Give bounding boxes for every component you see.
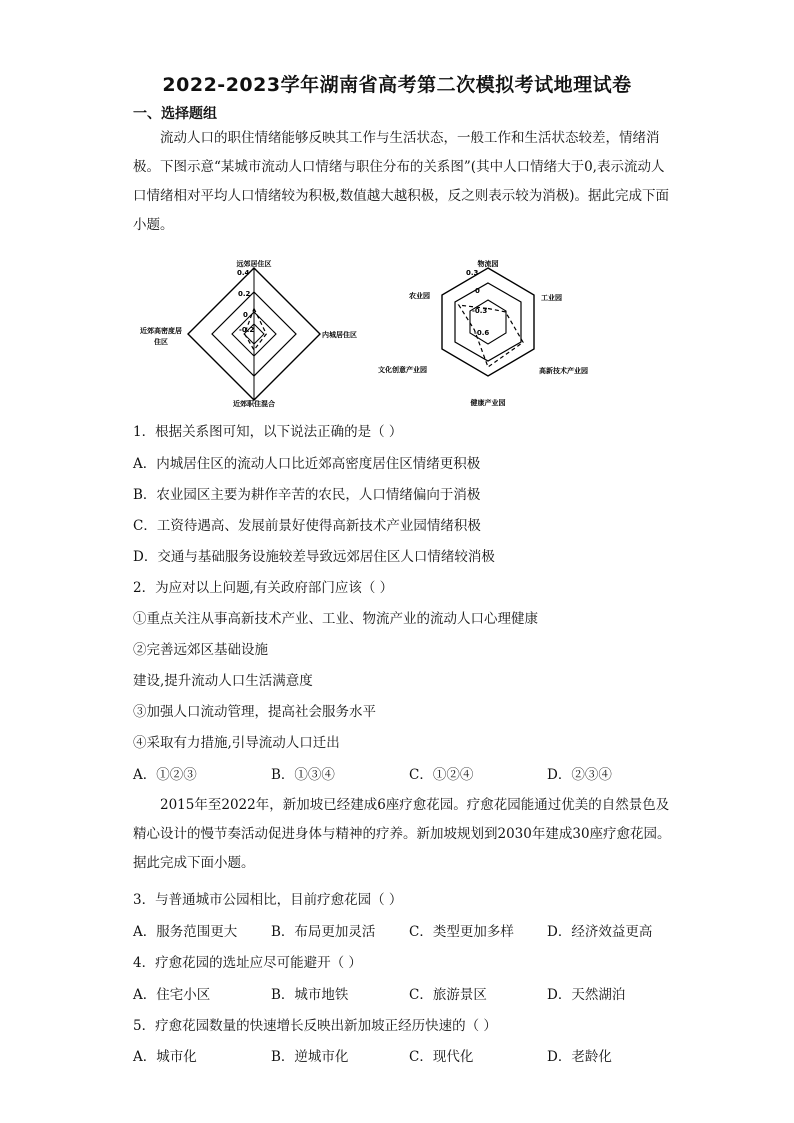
axis-label-near-suburb: 近郊高密度居住区 (140, 327, 182, 346)
q3-stem: 3．与普通城市公园相比，目前疗愈花园（ ） (133, 892, 403, 908)
q5-option-c[interactable]: C．现代化 (409, 1049, 474, 1065)
ring-label-inner: 0 (243, 311, 248, 319)
ring-label-center: -0.2 (239, 326, 255, 334)
q2-item-3: ③加强人口流动管理，提高社会服务水平 (133, 704, 376, 720)
intro-text-2: 2015年至2022年，新加坡已经建成6座疗愈花园。疗愈花园能通过优美的自然景色及精心设计的慢节奏活动促进身体与精神的疗养。新加坡规划到2030年建成30座疗愈花园。据此完成下面小题。 (133, 797, 671, 871)
q2-item-2: ②完善远郊区基础设施 (133, 642, 268, 658)
q5-option-b[interactable]: B．逆城市化 (271, 1049, 349, 1065)
axis-label-agricultural: 农业园 (409, 292, 430, 300)
axis-label-inner-city: 内城居住区 (322, 331, 357, 339)
axis-label-hightech: 高新技术产业园 (539, 367, 588, 375)
ring-label-center: -0.6 (474, 329, 490, 337)
q3-option-b[interactable]: B．布局更加灵活 (271, 924, 376, 940)
q4-option-a[interactable]: A．住宅小区 (133, 987, 211, 1003)
ring-label-mid: 0 (475, 287, 480, 295)
q2-option-b[interactable]: B．①③④ (271, 767, 335, 783)
ring-label-mid: 0.2 (238, 290, 251, 298)
axis-label-cultural: 文化创意产业园 (378, 366, 427, 374)
q3-option-d[interactable]: D．经济效益更高 (547, 924, 653, 940)
ring-label-outer: 0.3 (466, 269, 479, 277)
page-title: 2022-2023学年湖南省高考第二次模拟考试地理试卷 (162, 74, 632, 96)
radar-chart-residential (133, 254, 373, 409)
section-heading: 一、选择题组 (133, 106, 217, 122)
radar-series-line (459, 305, 523, 367)
q5-option-a[interactable]: A．城市化 (133, 1049, 197, 1065)
q1-option-a[interactable]: A．内城居住区的流动人口比近郊高密度居住区情绪更积极 (133, 456, 481, 472)
q2-stem: 2．为应对以上问题,有关政府部门应该（ ） (133, 580, 394, 596)
q4-stem: 4．疗愈花园的选址应尽可能避开（ ） (133, 955, 362, 971)
q2-item-2-cont: 建设,提升流动人口生活满意度 (133, 673, 313, 689)
q3-option-a[interactable]: A．服务范围更大 (133, 924, 238, 940)
q2-option-a[interactable]: A．①②③ (133, 767, 197, 783)
radar-chart-industrial (375, 256, 605, 406)
q5-option-d[interactable]: D．老龄化 (547, 1049, 612, 1065)
axis-label-health: 健康产业园 (470, 399, 506, 406)
q1-option-d[interactable]: D．交通与基础服务设施较差导致远郊居住区人口情绪较消极 (133, 549, 495, 565)
q4-option-b[interactable]: B．城市地铁 (271, 987, 349, 1003)
radar-ring-outer (442, 268, 534, 376)
intro-paragraph-2 (133, 791, 673, 878)
q1-option-c[interactable]: C．工资待遇高、发展前景好使得高新技术产业园情绪积极 (133, 518, 481, 534)
axis-label-industrial: 工业园 (541, 294, 562, 302)
q2-item-1: ①重点关注从事高新技术产业、工业、物流产业的流动人口心理健康 (133, 611, 538, 627)
ring-label-inner: -0.3 (472, 307, 488, 315)
q1-stem: 1．根据关系图可知，以下说法正确的是（ ） (133, 424, 403, 440)
q4-option-c[interactable]: C．旅游景区 (409, 987, 487, 1003)
intro-paragraph-1 (133, 124, 673, 240)
q2-option-d[interactable]: D．②③④ (547, 767, 612, 783)
q4-option-d[interactable]: D．天然湖泊 (547, 987, 626, 1003)
axis-label-logistics: 物流园 (477, 260, 499, 268)
ring-label-outer: 0.4 (237, 269, 250, 277)
q1-option-b[interactable]: B．农业园区主要为耕作辛苦的农民，人口情绪偏向于消极 (133, 487, 481, 503)
axis-label-far-suburb: 远郊居住区 (236, 260, 272, 268)
q3-option-c[interactable]: C．类型更加多样 (409, 924, 514, 940)
axis-label-suburb-mixed: 近郊职住混合 (233, 400, 275, 408)
q2-item-4: ④采取有力措施,引导流动人口迁出 (133, 735, 340, 751)
intro-text-1: 流动人口的职住情绪能够反映其工作与生活状态，一般工作和生活状态较差，情绪消极。下图示意“某城市流动人口情绪与职住分布的关系图”(其中人口情绪大于0,表示流动人口情绪相对平均人口情绪较为积极,数值越大越积极，反之则表示较为消极)。据此完成下面小题。 (133, 130, 670, 233)
q2-option-c[interactable]: C．①②④ (409, 767, 474, 783)
q5-stem: 5．疗愈花园数量的快速增长反映出新加坡正经历快速的（ ） (133, 1018, 497, 1034)
